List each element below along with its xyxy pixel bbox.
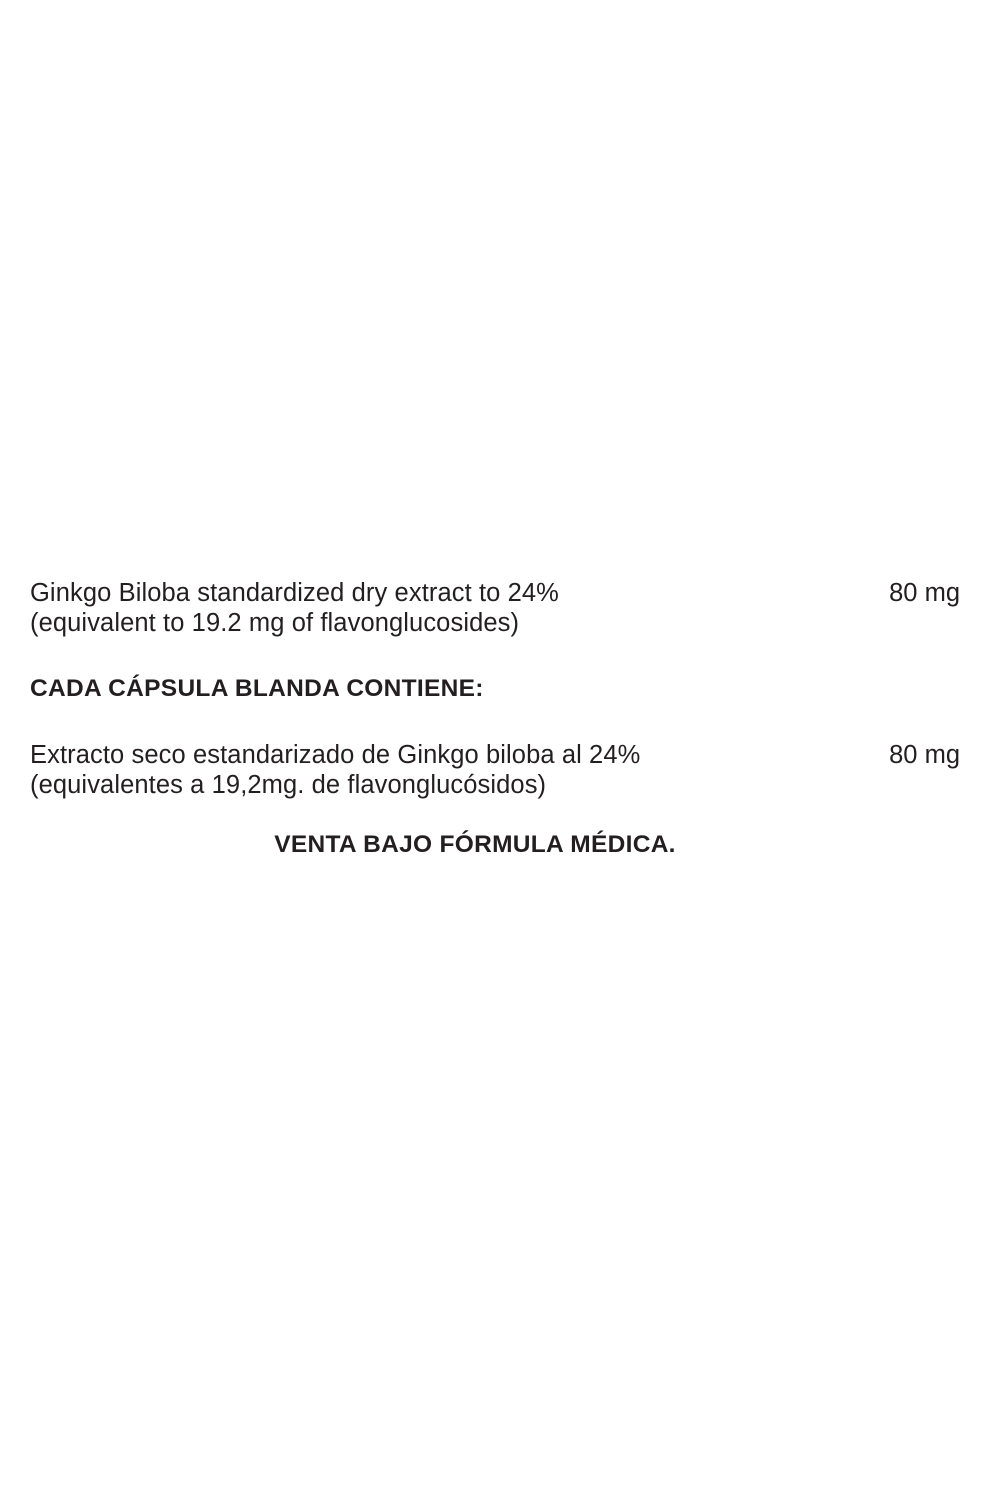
spanish-ingredient-text (30, 740, 640, 800)
english-ingredient-row (30, 578, 960, 638)
prescription-note: VENTA BAJO FÓRMULA MÉDICA. (274, 831, 676, 858)
english-ingredient-amount: 80 mg (889, 579, 960, 607)
spanish-section-heading: CADA CÁPSULA BLANDA CONTIENE: (30, 675, 484, 702)
english-ingredient-line1: Ginkgo Biloba standardized dry extract to 24% (30, 579, 559, 607)
spanish-ingredient-line1: Extracto seco estandarizado de Ginkgo biloba al 24% (30, 741, 641, 769)
english-ingredient-line2: (equivalent to 19.2 mg of flavonglucosides) (30, 609, 520, 637)
label-content-block (30, 578, 960, 860)
english-ingredient-text (30, 578, 559, 638)
spanish-ingredient-amount: 80 mg (889, 741, 960, 769)
spanish-ingredient-line2: (equivalentes a 19,2mg. de flavonglucósidos) (30, 771, 547, 799)
spanish-ingredient-row (30, 740, 960, 800)
